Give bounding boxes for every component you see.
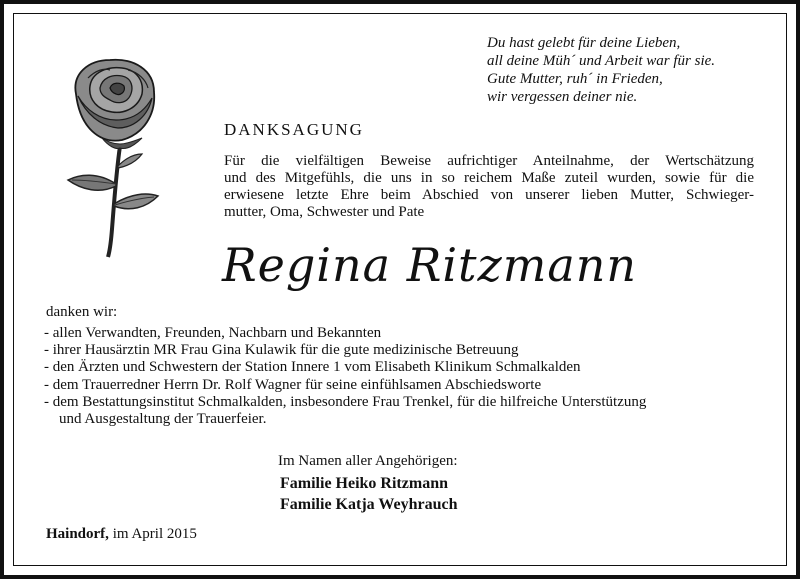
poem-line: wir vergessen deiner nie. bbox=[487, 89, 638, 105]
list-item: - den Ärzten und Schwestern der Station Innere 1 vom Elisabeth Klinikum Schmalkalden bbox=[44, 359, 581, 376]
list-item: - dem Bestattungsinstitut Schmalkalden, insbesondere Frau Trenkel, für die hilfreiche Unterstützung bbox=[44, 393, 647, 410]
list-item: - ihrer Hausärztin MR Frau Gina Kulawik für die gute medizinische Betreuung bbox=[44, 342, 519, 359]
rose-icon bbox=[58, 54, 168, 259]
poem-line: Gute Mutter, ruh´ in Frieden, bbox=[487, 71, 663, 87]
thanks-text-line: und des Mitgefühls, die uns in so reichem Maße zuteil wurden, sowie für die bbox=[224, 170, 754, 186]
thanks-list bbox=[44, 325, 764, 428]
heading: DANKSAGUNG bbox=[224, 120, 364, 139]
poem bbox=[487, 34, 787, 106]
place-date-text: im April 2015 bbox=[112, 526, 197, 542]
list-item: - dem Trauerredner Herrn Dr. Rolf Wagner für seine einfühlsamen Abschiedsworte bbox=[44, 376, 542, 393]
list-item: - allen Verwandten, Freunden, Nachbarn und Bekannten bbox=[44, 325, 382, 341]
poem-line: all deine Müh´ und Arbeit war für sie. bbox=[487, 53, 716, 69]
family-name: Familie Heiko Ritzmann bbox=[280, 475, 448, 492]
thanks-text-line: erwiesene letzte Ehre beim Abschied von unserer lieben Mutter, Schwieger- bbox=[224, 187, 754, 203]
deceased-name: Regina Ritzmann bbox=[222, 238, 638, 292]
thanks-text-line: Für die vielfältigen Beweise aufrichtiger Anteilnahme, der Wertschätzung bbox=[224, 153, 754, 169]
family-name: Familie Katja Weyhrauch bbox=[280, 496, 458, 513]
thanks-text bbox=[224, 153, 754, 221]
thanks-intro: danken wir: bbox=[46, 304, 118, 320]
place-date bbox=[46, 526, 197, 543]
poem-line: Du hast gelebt für deine Lieben, bbox=[487, 35, 681, 51]
place-town: Haindorf, bbox=[46, 526, 109, 542]
thanks-text-line: mutter, Oma, Schwester und Pate bbox=[224, 204, 425, 220]
signature-intro: Im Namen aller Angehörigen: bbox=[278, 453, 458, 469]
list-item: und Ausgestaltung der Trauerfeier. bbox=[59, 411, 267, 428]
